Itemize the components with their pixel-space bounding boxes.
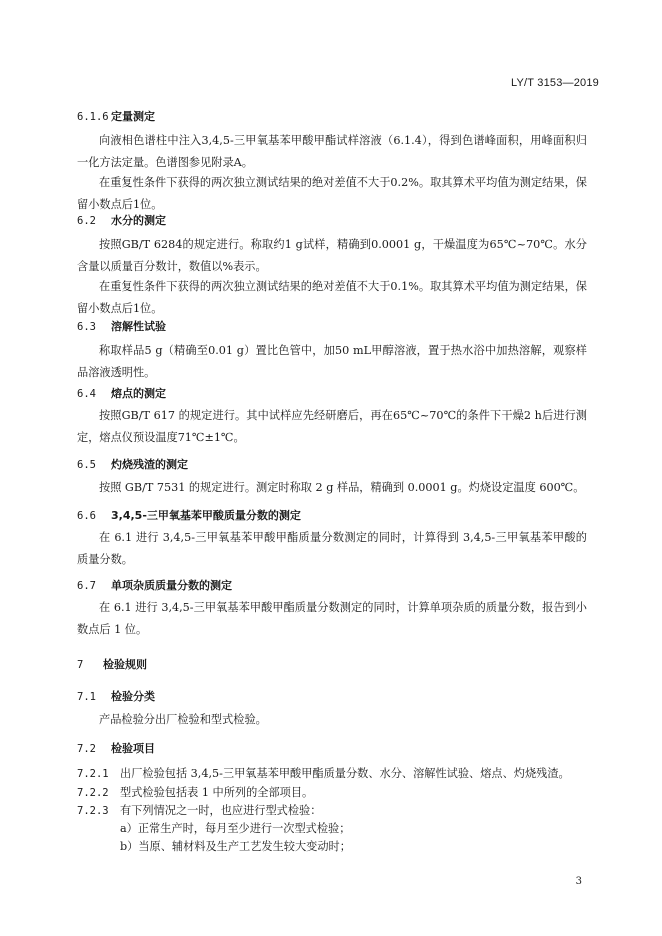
section-number: 6.5 [77,459,96,471]
section-6-6-heading [77,507,301,523]
section-title: 检验项目 [111,742,155,755]
list-item [77,802,587,818]
list-item [77,765,587,781]
section-title: 溶解性试验 [111,320,166,333]
paragraph: 在重复性条件下获得的两次独立测试结果的绝对差值不大于0.1%。取其算术平均值为测定结果，保留小数点后1位。 [77,280,587,315]
sub-list-item: b）当原、辅材料及生产工艺发生较大变动时； [120,840,351,853]
section-title: 定量测定 [111,110,155,123]
section-title: 灼烧残渣的测定 [111,458,188,471]
item-number: 7.2.1 [77,768,109,780]
section-6-4-heading [77,385,166,401]
section-7-1-heading [77,688,155,704]
item-number: 7.2.2 [77,787,109,799]
paragraph: 按照GB/T 617 的规定进行。其中试样应先经研磨后，再在65℃~70℃的条件下干燥2 h后进行测定，熔点仪预设温度71℃±1℃。 [77,409,587,444]
section-6-3-heading [77,318,166,334]
paragraph: 产品检验分出厂检验和型式检验。 [99,713,267,726]
section-7-2-heading [77,740,155,756]
section-title: 3,4,5-三甲氧基苯甲酸质量分数的测定 [111,509,301,522]
paragraph: 在 6.1 进行 3,4,5-三甲氧基苯甲酸甲酯质量分数测定的同时，计算得到 3,4,5-三甲氧基苯甲酸的质量分数。 [77,531,587,566]
standard-code: LY/T 3153—2019 [510,77,599,89]
paragraph: 向液相色谱柱中注入3,4,5-三甲氧基苯甲酸甲酯试样溶液（6.1.4），得到色谱峰面积，用峰面积归一化方法定量。色谱图参见附录A。 [77,134,587,169]
section-number: 6.1.6 [77,111,109,123]
paragraph: 称取样品5 g（精确至0.01 g）置比色管中，加50 mL甲醇溶液，置于热水浴中加热溶解，观察样品溶液透明性。 [77,344,587,379]
chapter-7-heading [77,656,147,672]
item-number: 7.2.3 [77,805,109,817]
section-number: 6.7 [77,580,96,592]
paragraph: 在重复性条件下获得的两次独立测试结果的绝对差值不大于0.2%。取其算术平均值为测定结果，保留小数点后1位。 [77,176,587,211]
paragraph: 按照 GB/T 7531 的规定进行。测定时称取 2 g 样品，精确到 0.0001 g。灼烧设定温度 600℃。 [99,481,585,494]
page-number: 3 [575,876,582,887]
section-number: 7.2 [77,743,96,755]
section-number: 7 [77,659,84,671]
section-title: 单项杂质质量分数的测定 [111,579,232,592]
section-title: 检验分类 [111,690,155,703]
section-title: 检验规则 [103,658,147,671]
section-number: 6.4 [77,388,96,400]
paragraph: 按照GB/T 6284的规定进行。称取约1 g试样，精确到0.0001 g，干燥温度为65℃~70℃。水分含量以质量百分数计，数值以%表示。 [77,238,587,273]
sub-list-item: a）正常生产时，每月至少进行一次型式检验； [120,822,351,835]
section-number: 7.1 [77,691,96,703]
paragraph: 在 6.1 进行 3,4,5-三甲氧基苯甲酸甲酯质量分数测定的同时，计算单项杂质的质量分数，报告到小数点后 1 位。 [77,601,587,636]
section-6-5-heading [77,456,188,472]
item-text: 型式检验包括表 1 中所列的全部项目。 [120,786,314,799]
section-6-1-6-heading [77,108,155,124]
list-item [77,784,587,800]
section-title: 水分的测定 [111,214,166,227]
section-number: 6.2 [77,215,96,227]
section-number: 6.6 [77,510,96,522]
item-text: 有下列情况之一时，也应进行型式检验： [120,804,322,817]
item-text: 出厂检验包括 3,4,5-三甲氧基苯甲酸甲酯质量分数、水分、溶解性试验、熔点、灼烧残渣。 [120,767,570,780]
section-number: 6.3 [77,321,96,333]
section-title: 熔点的测定 [111,387,166,400]
section-6-2-heading [77,212,166,228]
section-6-7-heading [77,577,232,593]
